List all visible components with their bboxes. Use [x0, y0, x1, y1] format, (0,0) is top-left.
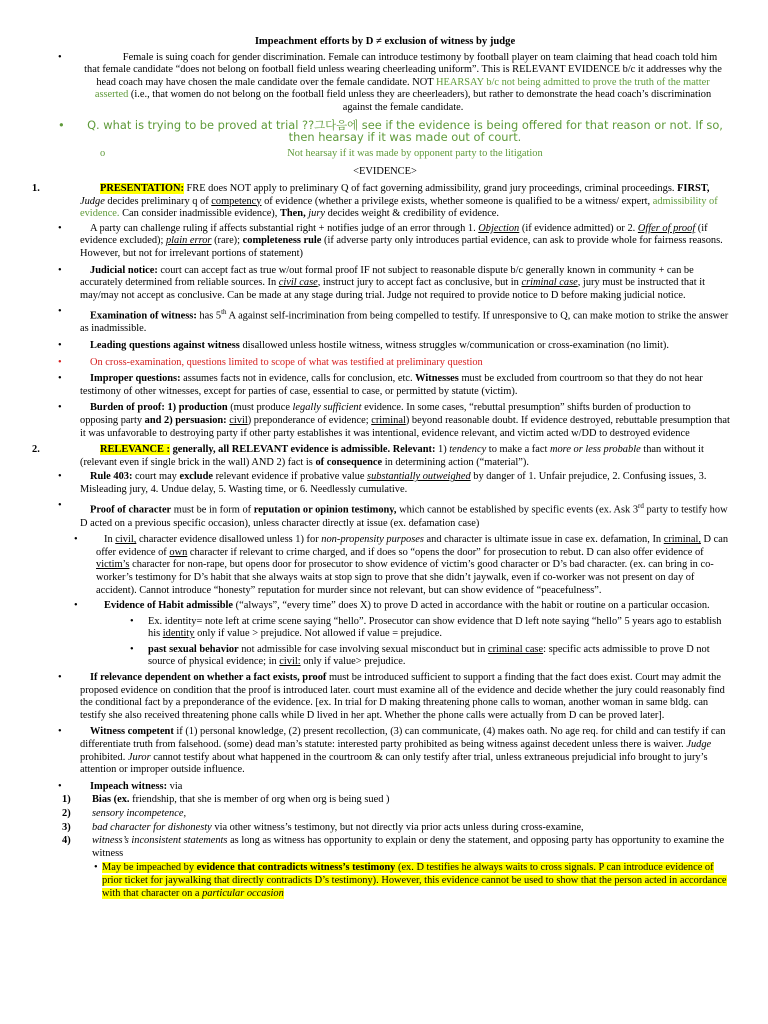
intro-paragraph — [40, 52, 730, 115]
text: ) preponderance of evidence; — [247, 414, 372, 426]
text: (must produce — [227, 402, 293, 414]
text: as long as witness has opportunity to explain or deny the statement, and opposing party has opportunity to examine the witness — [92, 835, 725, 859]
text: particular occasion — [202, 887, 284, 899]
impeach-item-2 — [40, 808, 730, 821]
text: 4) — [62, 835, 71, 847]
text: tendency — [449, 444, 487, 456]
text: exclude — [179, 471, 213, 483]
section-label: RELEVANCE : — [100, 444, 170, 456]
text: and character is ultimate issue in case ex. defamation, In — [423, 534, 664, 546]
list-item — [40, 672, 730, 722]
text: If relevance dependent on whether a fact exists, proof — [90, 672, 327, 684]
text: must be excluded from courtroom so that they do not hear testimony of other witnesses, except for parties of case, essential to case, or permitted by statute (victim). — [80, 373, 703, 397]
text: in determining action (“material”). — [382, 456, 529, 468]
text: (“always”, “every time” does X) to prove D acted in accordance with the habit or routine on a particular occasion. — [233, 600, 710, 612]
text: not admissible for case involving sexual misconduct but in — [238, 643, 488, 655]
list-item — [40, 781, 730, 794]
text: character if relevant to crime charged, and if does so “opens the door” for prosecution to rebut. D can also offer evidence of — [187, 546, 704, 558]
list-item — [40, 306, 730, 336]
text: May be impeached by — [102, 862, 197, 874]
evidence-heading: <EVIDENCE> — [353, 166, 417, 178]
text: Leading questions against witness — [90, 339, 240, 351]
text: substantially outweighed — [367, 471, 471, 483]
text: must be introduced sufficient to support a finding that the fact does exist. Court may admit the proposed evidence on condition that the proof is introduced later. court must examine all of the evidence and decide whether the jury could reasonably find the conditional fact by a preponderance of the evidence. [ex. In trial for D making threatening phone calls to woman, another woman in same bldg. can testify she also received threatening phone calls while D lived in her apt. Whether the phone calls were actually from D can be proved later]. — [80, 672, 725, 721]
text: admissibility of evidence. — [80, 195, 718, 220]
text: decides weight & credibility of evidence. — [325, 208, 500, 220]
text: assumes facts not in evidence, calls for conclusion, etc. — [180, 373, 416, 385]
section-number: 1. — [32, 182, 40, 194]
list-item — [40, 600, 730, 613]
section-presentation — [32, 182, 730, 221]
text: Witness competent — [90, 726, 174, 738]
list-item — [40, 265, 730, 303]
list-item — [40, 534, 730, 597]
text: if (1) personal knowledge, (2) present recollection, (3) can communicate, (4) makes oath. No age req. for child and can testify if can differentiate truth from falsehood. (some) dead man’s statute: interested party prohibited as being witness against decedent unless there is waiver. — [80, 726, 726, 751]
text: decides preliminary q of — [104, 195, 212, 207]
text: criminal case — [487, 643, 544, 655]
section-number: 2. — [32, 444, 40, 456]
text: legally sufficient — [292, 402, 362, 414]
list-item — [40, 471, 730, 496]
text: civil, — [115, 534, 137, 546]
text: 1) — [435, 444, 450, 456]
text: bad character for dishonesty — [92, 821, 212, 833]
list-item — [40, 402, 730, 440]
list-item — [40, 644, 730, 669]
text: Proof of character — [90, 504, 172, 516]
text: A against self-incrimination from being compelled to testify. If unresponsive to Q, can make motion to strike the answer as inadmissible. — [80, 310, 729, 335]
text: 1) — [62, 794, 71, 806]
text: In — [104, 534, 116, 546]
text: (rare); — [211, 235, 243, 247]
text: party to testify how D acted on a previous specific occasion), unless character directly at issue (ex. defamation case) — [80, 504, 728, 529]
text: civil: — [279, 656, 301, 668]
text: must be in form of — [171, 504, 254, 516]
text: cannot testify about what happened in the courtroom & can only testify after trial, unless extraneous prejudicial info brought to jury’s attention or improper outside influence. — [80, 751, 708, 776]
text: only if value> prejudice. — [300, 656, 406, 668]
text: Evidence of Habit admissible — [104, 600, 234, 612]
text: court can accept fact as true w/out formal proof IF not subject to reasonable dispute b/c generally known in community + can be accurately determined from reliable sources. In — [80, 264, 694, 289]
text: competency — [211, 195, 262, 207]
text: than without it (relevant even if single brick in the wall) AND 2) fact is — [80, 444, 704, 468]
text: which cannot be established by specific events (ex. Ask 3 — [396, 504, 639, 516]
text: own — [169, 546, 188, 558]
text: Then, — [279, 208, 306, 220]
text: of evidence (whether a privilege exists, whether someone is qualified to be a witness/ expert, — [261, 195, 653, 207]
text: character evidence disallowed unless 1) for — [136, 534, 322, 546]
text: (ex. D testifies he always waits to cross signals. P can introduce evidence of prior ticket for jaywalking that directly contradicts D’s testimony). However, this evidence cannot be used to show that the person acted in accordance with that character on a — [102, 862, 727, 899]
text: by danger of 1. Unfair prejudice, 2. Confusing issues, 3. Misleading jury, 4. Undue delay, 5. Wasting time, or 6. Needlessly cumulative. — [80, 471, 707, 495]
text: of consequence — [315, 456, 383, 468]
text: plain error — [165, 235, 212, 247]
text: relevant evidence if probative value — [212, 471, 368, 483]
intro-text-end: (i.e., that women do not belong on the football field unless they are cheerleaders), but rather to demonstrate the head coach’s discrimination against the female candidate. — [128, 89, 712, 113]
text: criminal — [371, 414, 406, 426]
text: via other witness’s testimony, but not directly via prior acts unless during cross-examine, — [211, 821, 584, 833]
text: criminal, — [663, 534, 701, 546]
text: Ex. identity= note left at crime scene saying “hello”. Prosecutor can show evidence that D left note saying “hello” 5 years ago to establish his — [148, 615, 722, 640]
text: th — [221, 308, 227, 317]
text: Judge — [686, 739, 712, 751]
text: evidence. In some cases, “rebuttal presumption” shifts burden of production to opposing party — [80, 402, 691, 426]
text: to make a fact — [486, 444, 550, 456]
page-title: Impeachment efforts by D ≠ exclusion of witness by judge — [254, 36, 516, 47]
contradiction-note — [40, 862, 730, 900]
text: Judicial notice: — [90, 264, 158, 276]
list-item — [40, 340, 730, 353]
text: sensory incompetence, — [92, 808, 187, 819]
text: criminal case — [521, 277, 578, 289]
text: : specific acts admissible to prove D not source of physical evidence; in — [148, 643, 710, 668]
text: civil — [229, 414, 248, 426]
text: has 5 — [196, 310, 222, 322]
text: ) beyond reasonable doubt. If evidence destroyed, rebuttable presumption that it was unfavorable to destroying party if other party establishes it was intentional, evidence relevant, and victim acted w/DD to destroyed evidence — [80, 414, 730, 439]
text: completeness rule — [242, 235, 322, 247]
text: rd — [638, 502, 644, 511]
text: generally, all RELEVANT evidence is admissible. Relevant: — [169, 444, 436, 456]
intro-text: Female is suing coach for gender discrimination. Female can introduce testimony by football player on team claiming that head coach told him that female candidate “does not belong on football field unless wearing cheerleading uniform”. This is RELEVANT EVIDENCE b/c it addresses why the head coach may have chosen the male candidate over the female candidate. NOT — [84, 51, 722, 88]
text: Juror — [127, 751, 151, 763]
text: Witnesses — [415, 373, 459, 385]
impeach-item-4 — [40, 835, 730, 860]
impeach-item-1 — [40, 794, 730, 807]
text: FRE does NOT apply to preliminary Q of fact governing admissibility, grand jury proceedings, criminal proceedings. — [183, 182, 675, 194]
text: disallowed unless hostile witness, witness struggles w/communication or cross-examination (no limit). — [239, 339, 669, 351]
bullet-icon: • — [94, 862, 98, 874]
text: and 2) persuasion: — [144, 414, 227, 426]
list-item — [40, 373, 730, 398]
text: 2) — [62, 808, 71, 819]
text: Improper questions: — [90, 373, 181, 385]
text: reputation or opinion testimony, — [253, 504, 397, 516]
text: Bias (ex. — [92, 794, 130, 806]
hearsay-note: HEARSAY b/c not being admitted to prove the truth of the matter asserted — [94, 76, 710, 101]
text: civil case — [278, 277, 318, 289]
text: On cross-examination, questions limited to scope of what was testified at preliminary question — [90, 356, 483, 368]
text: Objection — [478, 222, 520, 234]
text: 3) — [62, 821, 71, 833]
text: Impeach witness: — [90, 780, 168, 792]
text: via — [167, 780, 183, 792]
impeach-item-3 — [40, 822, 730, 835]
text: Judge — [80, 195, 105, 207]
sub-note — [40, 148, 730, 161]
text: D can offer evidence of — [96, 534, 729, 558]
text: (if evidence excluded); — [80, 222, 708, 247]
text: (if adverse party only introduces partial evidence, can ask to provide whole for fairness reasons. However, but not for irrelevant portions of statement) — [80, 235, 723, 259]
text: jury — [308, 208, 326, 220]
section-label: PRESENTATION: — [100, 182, 184, 194]
list-item — [40, 616, 730, 641]
text: identity — [162, 628, 195, 640]
question-line — [40, 119, 730, 144]
text: Offer of proof — [637, 222, 696, 234]
list-item — [40, 500, 730, 530]
text: non-propensity purposes — [321, 534, 424, 546]
sub-note-text: Not hearsay if it was made by opponent party to the litigation — [287, 147, 543, 159]
question-text: Q. what is trying to be proved at trial ??그다음에 see if the evidence is being offered for that reason or not. If so, then hearsay if it was made out of court. — [87, 117, 723, 145]
text: only if value > prejudice. Not allowed if value = prejudice. — [194, 628, 442, 640]
text: more or less probable — [549, 444, 641, 456]
text: character for non-rape, but opens door for prosecutor to show evidence of victim’s good character or D’s bad character. (ex. can bring in co-worker’s testimony for D’s habit that she always waits at stop sign to prove that she didn’t jaywalk, even if co-worker was not present on day of accident). Cannot introduce “honesty” reputation for murder since not relevant, but can show evidence of “peacefulness”. — [96, 559, 714, 596]
text: A party can challenge ruling if affects substantial right + notifies judge of an error through 1. — [90, 222, 479, 234]
text: Examination of witness: — [90, 310, 197, 322]
text: prohibited. — [80, 751, 128, 763]
text: friendship, that she is member of org when org is being sued ) — [129, 794, 390, 806]
text: Rule 403: — [90, 471, 133, 483]
text: , instruct jury to accept fact as conclusive, but in — [317, 277, 522, 289]
text: evidence that contradicts witness’s testimony — [196, 862, 396, 874]
text: court may — [132, 471, 180, 483]
text: Can consider inadmissible evidence), — [119, 208, 280, 220]
text: FIRST, — [677, 182, 710, 194]
text: (if evidence admitted) or 2. — [519, 222, 638, 234]
text: witness’s inconsistent statements — [92, 835, 228, 847]
text: , jury must be instructed that it may/may not accept as conclusive. Can be made at any stage during trial. Judge not required to provide notice to D before making judicial notice. — [80, 277, 705, 301]
text: Burden of proof: 1) production — [90, 402, 228, 414]
list-item — [40, 223, 730, 261]
text: victim’s — [96, 559, 130, 571]
list-item — [40, 726, 730, 776]
text: past sexual behavior — [148, 643, 239, 655]
section-relevance — [32, 444, 730, 469]
list-item — [40, 357, 730, 370]
